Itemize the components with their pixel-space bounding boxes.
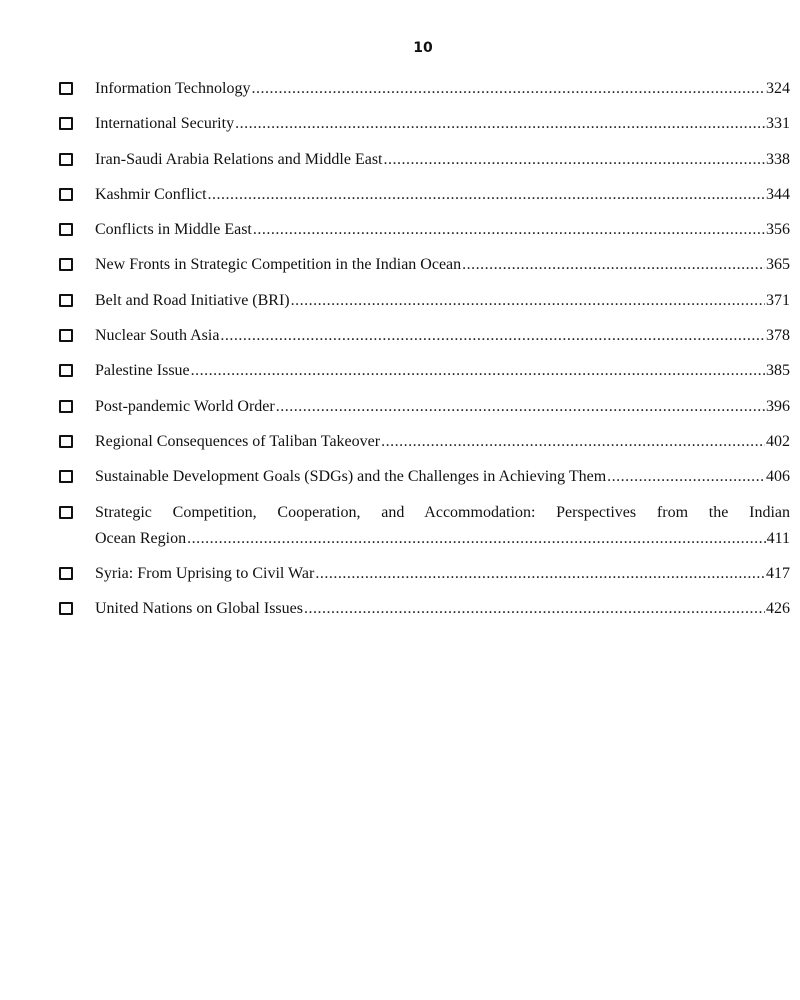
toc-entry-page: 356 xyxy=(766,221,790,239)
toc-entry-title: Iran-Saudi Arabia Relations and Middle East xyxy=(95,150,383,168)
dot-leader xyxy=(276,394,765,420)
toc-entry xyxy=(0,252,800,287)
toc-entry-page: 396 xyxy=(766,397,790,415)
toc-entry-title: Post-pandemic World Order xyxy=(95,397,275,415)
toc-entry-page: 331 xyxy=(766,115,790,133)
toc-entry-title: Nuclear South Asia xyxy=(95,327,220,345)
toc-entry xyxy=(0,500,800,561)
toc-entry-title: Palestine Issue xyxy=(95,362,190,380)
toc-entry-title: New Fronts in Strategic Competition in the Indian Ocean xyxy=(95,256,462,274)
toc-entry-page: 411 xyxy=(766,529,790,547)
toc-entry-title: International Security xyxy=(95,115,235,133)
dot-leader xyxy=(251,76,765,102)
toc-entry xyxy=(0,217,800,252)
dot-leader xyxy=(381,429,765,455)
dot-leader xyxy=(462,252,765,278)
toc-entry-page: 378 xyxy=(766,327,790,345)
checkbox-icon xyxy=(59,188,73,201)
dot-leader xyxy=(253,217,765,243)
toc-entry xyxy=(0,561,800,596)
toc-entry xyxy=(0,323,800,358)
toc-entry-page: 324 xyxy=(766,80,790,97)
dot-leader xyxy=(304,596,765,622)
toc-entry-title: Sustainable Development Goals (SDGs) and the Challenges in Achieving Them xyxy=(95,468,607,486)
checkbox-icon xyxy=(59,117,73,130)
toc-entry-page: 402 xyxy=(766,432,790,450)
toc-entry xyxy=(0,147,800,182)
toc-entry-page: 426 xyxy=(766,599,790,617)
toc-entry xyxy=(0,596,800,631)
toc-entry xyxy=(0,358,800,393)
checkbox-icon xyxy=(59,153,73,166)
dot-leader xyxy=(208,182,765,208)
dot-leader xyxy=(235,111,765,137)
toc-entry-page: 365 xyxy=(766,256,790,274)
checkbox-icon xyxy=(59,364,73,377)
checkbox-icon xyxy=(59,506,73,519)
toc-entry xyxy=(0,464,800,499)
checkbox-icon xyxy=(59,400,73,413)
dot-leader xyxy=(315,561,765,587)
checkbox-icon xyxy=(59,223,73,236)
checkbox-icon xyxy=(59,258,73,271)
checkbox-icon xyxy=(59,294,73,307)
toc-entry-page: 385 xyxy=(766,362,790,380)
checkbox-icon xyxy=(59,567,73,580)
dot-leader xyxy=(291,288,765,314)
checkbox-icon xyxy=(59,602,73,615)
checkbox-icon xyxy=(59,329,73,342)
toc-entry xyxy=(0,76,800,111)
toc-entry xyxy=(0,429,800,464)
checkbox-icon xyxy=(59,82,73,95)
toc-entry xyxy=(0,182,800,217)
toc-entry-title: Conflicts in Middle East xyxy=(95,221,252,239)
checkbox-icon xyxy=(59,470,73,483)
toc-entry-title: Regional Consequences of Taliban Takeover xyxy=(95,432,381,450)
toc-entry xyxy=(0,394,800,429)
toc-entry-page: 371 xyxy=(766,291,790,309)
toc-entry-title: United Nations on Global Issues xyxy=(95,599,303,617)
dot-leader xyxy=(607,464,765,490)
dot-leader xyxy=(191,358,765,384)
toc-entry-page: 406 xyxy=(766,468,790,486)
toc-entry-page: 344 xyxy=(766,185,790,203)
toc-entry-title: Kashmir Conflict xyxy=(95,185,207,203)
toc-entry xyxy=(0,111,800,146)
toc-entry-title: Information Technology xyxy=(95,80,251,97)
toc-entry-page: 417 xyxy=(766,564,790,582)
toc-entry-page: 338 xyxy=(766,150,790,168)
table-of-contents xyxy=(0,76,800,631)
dot-leader xyxy=(383,147,765,173)
checkbox-icon xyxy=(59,435,73,448)
toc-entry xyxy=(0,288,800,323)
toc-entry-title-line2: Ocean Region xyxy=(95,529,187,547)
dot-leader xyxy=(220,323,765,349)
toc-entry-title-line1: Strategic Competition, Cooperation, and Accommodation: Perspectives from the Indian xyxy=(95,503,790,521)
dot-leader xyxy=(187,526,766,552)
toc-entry-title: Syria: From Uprising to Civil War xyxy=(95,564,315,582)
page-number: 10 xyxy=(413,40,433,56)
toc-entry-title: Belt and Road Initiative (BRI) xyxy=(95,291,290,309)
